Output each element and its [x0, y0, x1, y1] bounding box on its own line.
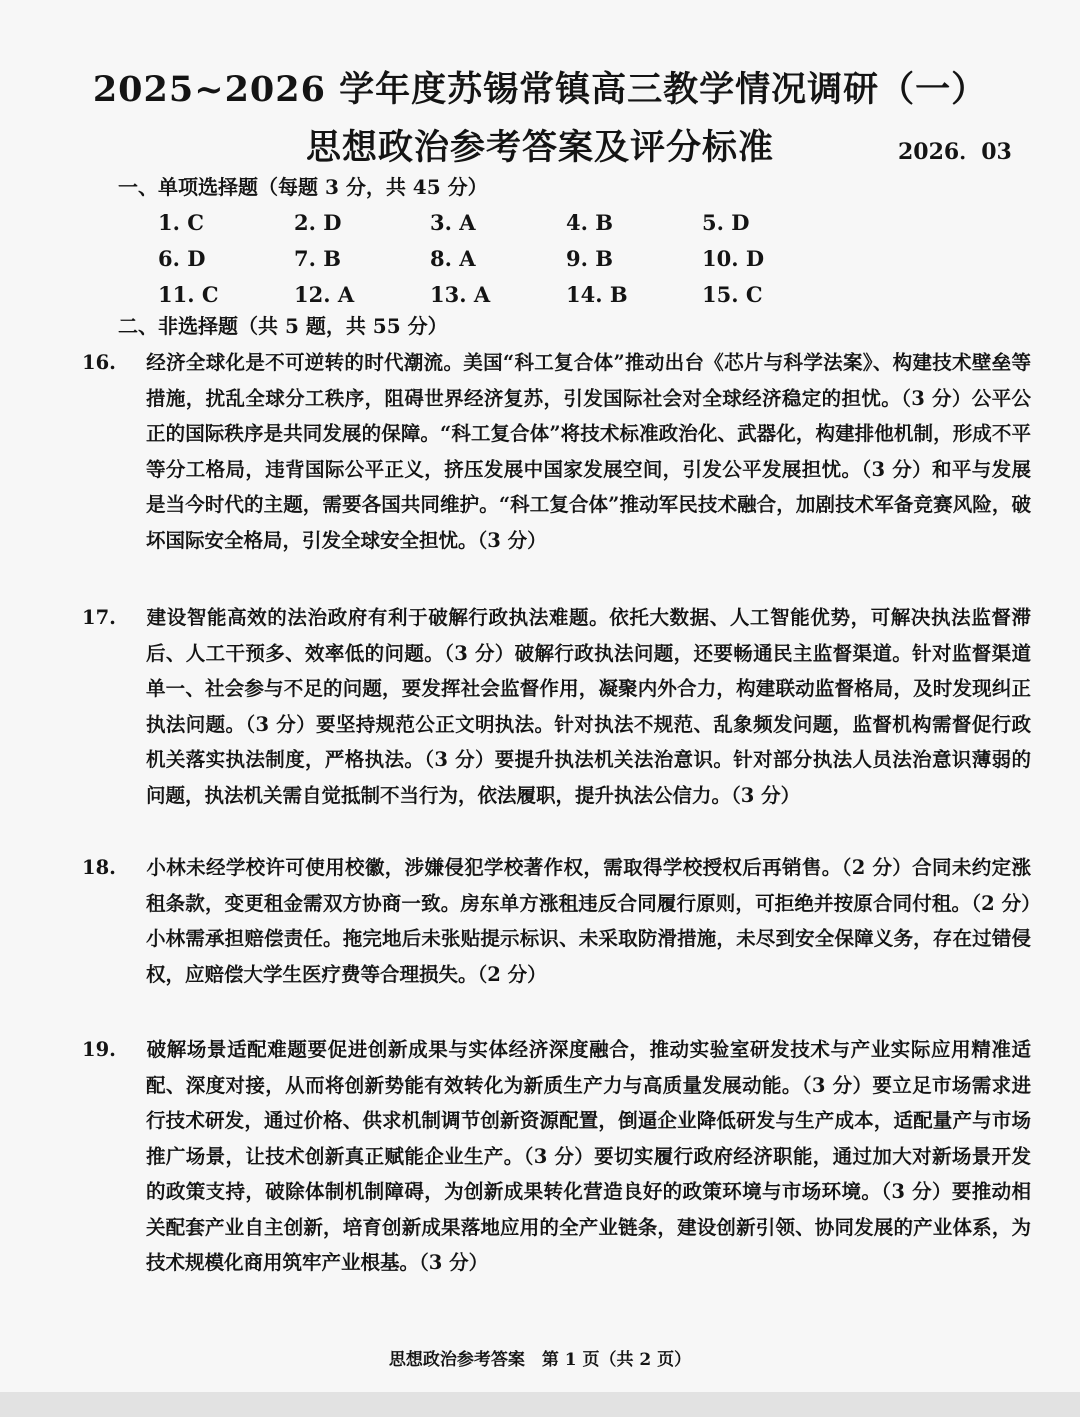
section-heading-multiple-choice: 一、单项选择题（每题 3 分，共 45 分）	[118, 175, 488, 199]
question-number: 18.	[82, 856, 116, 879]
answer-item: 13. A	[430, 281, 491, 307]
question-number: 16.	[82, 351, 116, 374]
answer-item: 6. D	[158, 245, 206, 271]
section-heading-open-questions: 二、非选择题（共 5 题，共 55 分）	[118, 314, 448, 338]
question-answer-text: 小林未经学校许可使用校徽，涉嫌侵犯学校著作权，需取得学校授权后再销售。（2 分）合同未约定涨租条款，变更租金需双方协商一致。房东单方涨租违反合同履行原则，可拒绝并按原合同付租。（2 分）小林需承担赔偿责任。拖完地后未张贴提示标识、未采取防滑措施，未尽到安全保障义务，存在过错侵权，应赔偿大学生医疗费等合理损失。（2 分）	[146, 856, 1031, 986]
question-number: 19.	[82, 1038, 116, 1061]
question-answer-text: 破解场景适配难题要促进创新成果与实体经济深度融合，推动实验室研发技术与产业实际应用精准适配、深度对接，从而将创新势能有效转化为新质生产力与高质量发展动能。（3 分）要立足市场需求进行技术研发，通过价格、供求机制调节创新资源配置，倒逼企业降低研发与生产成本，适配量产与市场推广场景，让技术创新真正赋能企业生产。（3 分）要切实履行政府经济职能，通过加大对新场景开发的政策支持，破除体制机制障碍，为创新成果转化营造良好的政策环境与市场环境。（3 分）要推动相关配套产业自主创新，培育创新成果落地应用的全产业链条，建设创新引领、协同发展的产业体系，为技术规模化商用筑牢产业根基。（3 分）	[146, 1038, 1031, 1274]
answer-item: 9. B	[566, 245, 613, 271]
answer-item: 2. D	[294, 209, 342, 235]
answer-item: 4. B	[566, 209, 613, 235]
page-footer: 思想政治参考答案 第 1 页（共 2 页）	[388, 1350, 692, 1370]
answer-item: 11. C	[158, 281, 219, 307]
multiple-choice-answers	[158, 204, 858, 312]
answer-item: 12. A	[294, 281, 355, 307]
answer-row	[158, 240, 858, 276]
answer-item: 1. C	[158, 209, 204, 235]
answer-item: 8. A	[430, 245, 476, 271]
answer-item: 7. B	[294, 245, 341, 271]
answer-item: 14. B	[566, 281, 628, 307]
question-answer-text: 经济全球化是不可逆转的时代潮流。美国“科工复合体”推动出台《芯片与科学法案》、构建技术壁垒等措施，扰乱全球分工秩序，阻碍世界经济复苏，引发国际社会对全球经济稳定的担忧。（3 分）公平公正的国际秩序是共同发展的保障。“科工复合体”将技术标准政治化、武器化，构建排他机制，形成不平等分工格局，违背国际公平正义，挤压发展中国家发展空间，引发公平发展担忧。（3 分）和平与发展是当今时代的主题，需要各国共同维护。“科工复合体”推动军民技术融合，加剧技术军备竞赛风险，破坏国际安全格局，引发全球安全担忧。（3 分）	[146, 351, 1031, 552]
question-17	[82, 600, 1031, 813]
answer-item: 5. D	[702, 209, 750, 235]
answer-item: 15. C	[702, 281, 763, 307]
document-subtitle: 思想政治参考答案及评分标准	[305, 127, 774, 168]
page-bottom-edge	[0, 1392, 1080, 1417]
question-18	[82, 850, 1031, 992]
question-16	[82, 345, 1031, 558]
answer-item: 10. D	[702, 245, 765, 271]
answer-item: 3. A	[430, 209, 476, 235]
answer-row	[158, 276, 858, 312]
document-date: 2026．03	[898, 139, 1012, 165]
answer-row	[158, 204, 858, 240]
question-19	[82, 1032, 1031, 1281]
question-number: 17.	[82, 606, 116, 629]
document-title: 2025~2026 学年度苏锡常镇高三教学情况调研（一）	[92, 69, 988, 110]
question-answer-text: 建设智能高效的法治政府有利于破解行政执法难题。依托大数据、人工智能优势，可解决执法监督滞后、人工干预多、效率低的问题。（3 分）破解行政执法问题，还要畅通民主监督渠道。针对监督渠道单一、社会参与不足的问题，要发挥社会监督作用，凝聚内外合力，构建联动监督格局，及时发现纠正执法问题。（3 分）要坚持规范公正文明执法。针对执法不规范、乱象频发问题，监督机构需督促行政机关落实执法制度，严格执法。（3 分）要提升执法机关法治意识。针对部分执法人员法治意识薄弱的问题，执法机关需自觉抵制不当行为，依法履职，提升执法公信力。（3 分）	[146, 606, 1031, 807]
